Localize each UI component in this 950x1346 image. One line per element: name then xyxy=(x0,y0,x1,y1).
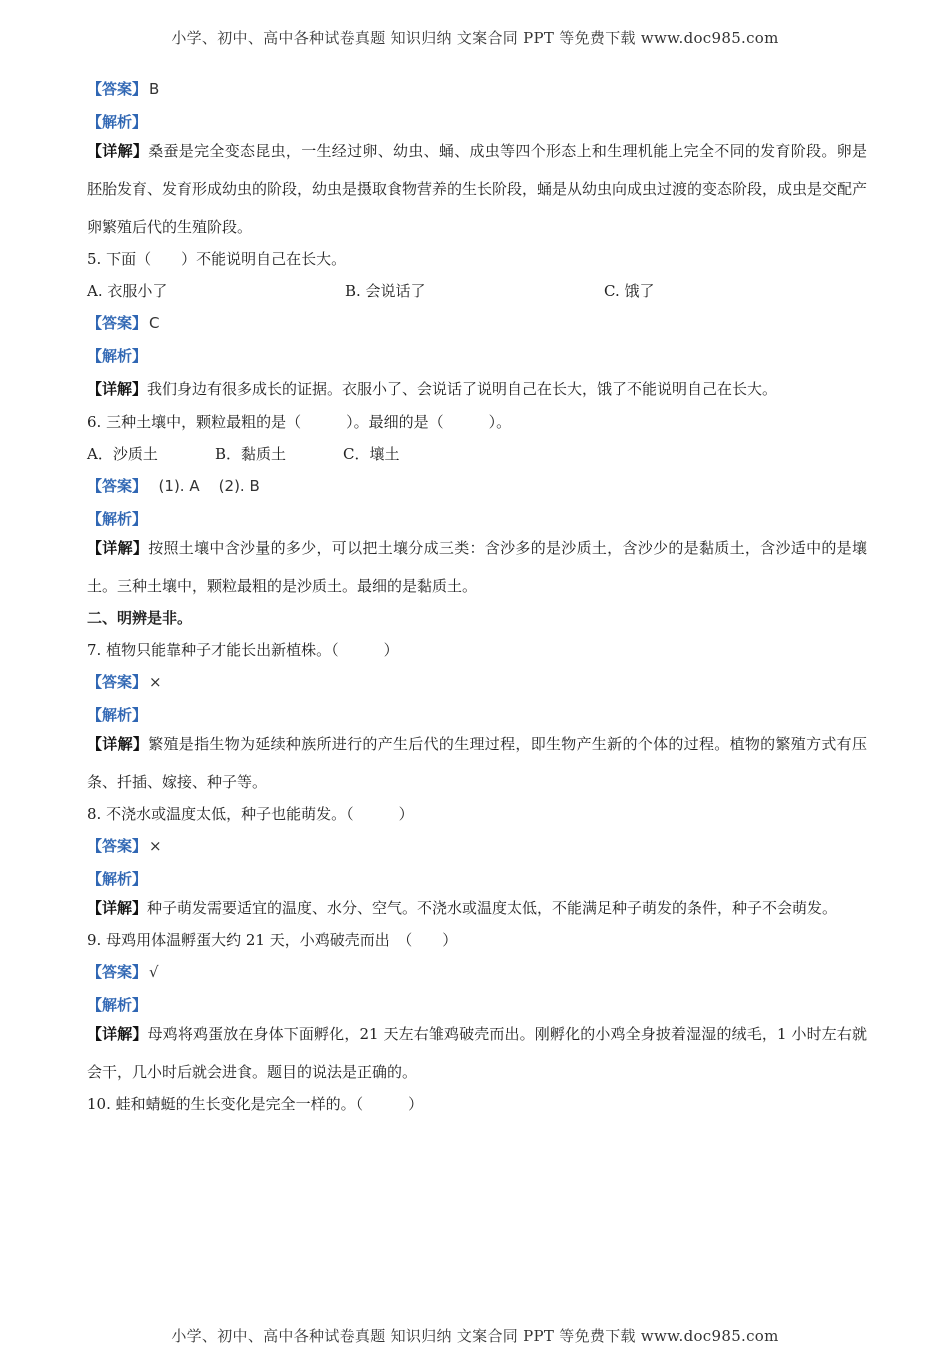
section-title: 二、明辨是非。 xyxy=(87,609,193,627)
analysis-label: 【解析】 xyxy=(87,113,148,131)
detail-label: 【详解】 xyxy=(87,380,148,398)
detail-text: 按照土壤中含沙量的多少，可以把土壤分成三类：含沙多的是沙质土，含沙少的是黏质土，含沙适中的是壤土。三种土壤中，颗粒最粗的是沙质土。最细的是黏质土。 xyxy=(87,539,867,595)
option-a: A．沙质土 xyxy=(87,445,158,463)
analysis-line xyxy=(87,508,867,530)
answer-value: √ xyxy=(149,963,159,981)
analysis-label: 【解析】 xyxy=(87,870,148,888)
option-a: A. 衣服小了 xyxy=(87,282,168,300)
detail-label: 【详解】 xyxy=(87,1025,148,1043)
analysis-line xyxy=(87,704,867,726)
detail-text: 种子萌发需要适宜的温度、水分、空气。不浇水或温度太低，不能满足种子萌发的条件，种子不会萌发。 xyxy=(147,899,838,917)
option-b: B. 会说话了 xyxy=(345,282,426,300)
answer-label: 【答案】 xyxy=(87,673,148,691)
question-9: 9. 母鸡用体温孵蛋大约 21 天，小鸡破壳而出 （ ） xyxy=(87,931,458,949)
option-c: C．壤土 xyxy=(343,445,400,463)
detail-paragraph xyxy=(87,132,867,246)
analysis-label: 【解析】 xyxy=(87,347,148,365)
option-b: B．黏质土 xyxy=(215,445,287,463)
answer-value: B xyxy=(149,80,160,98)
answer-line xyxy=(87,312,867,334)
answer-label: 【答案】 xyxy=(87,477,148,495)
analysis-line xyxy=(87,111,867,133)
analysis-label: 【解析】 xyxy=(87,996,148,1014)
analysis-line xyxy=(87,345,867,367)
detail-paragraph xyxy=(87,378,867,400)
answer-label: 【答案】 xyxy=(87,80,148,98)
answer-line xyxy=(87,835,867,857)
detail-paragraph xyxy=(87,889,867,927)
question-5-options xyxy=(87,280,867,301)
answer-line xyxy=(87,961,867,983)
answer-label: 【答案】 xyxy=(87,963,148,981)
detail-text: 桑蚕是完全变态昆虫，一生经过卵、幼虫、蛹、成虫等四个形态上和生理机能上完全不同的发育阶段。卵是胚胎发育、发育形成幼虫的阶段，幼虫是摄取食物营养的生长阶段，蛹是从幼虫向成虫过渡的变态阶段，成虫是交配产卵繁殖后代的生殖阶段。 xyxy=(87,142,868,236)
question-6: 6. 三种土壤中，颗粒最粗的是（ ）。最细的是（ ）。 xyxy=(87,413,512,431)
document-body xyxy=(87,78,867,1114)
answer-line xyxy=(87,78,867,100)
detail-label: 【详解】 xyxy=(87,899,148,917)
analysis-line xyxy=(87,868,867,890)
analysis-label: 【解析】 xyxy=(87,510,148,528)
analysis-line xyxy=(87,994,867,1016)
answer-line xyxy=(87,671,867,693)
question-6-options xyxy=(87,443,867,464)
question-8: 8. 不浇水或温度太低，种子也能萌发。（ ） xyxy=(87,805,414,823)
detail-paragraph xyxy=(87,725,867,801)
answer-value: × xyxy=(149,673,162,691)
detail-paragraph xyxy=(87,1015,867,1091)
answer-label: 【答案】 xyxy=(87,837,148,855)
answer-value: C xyxy=(149,314,160,332)
detail-paragraph xyxy=(87,529,867,605)
question-7: 7. 植物只能靠种子才能长出新植株。（ ） xyxy=(87,641,399,659)
answer-value: (1). A (2). B xyxy=(149,477,260,495)
detail-label: 【详解】 xyxy=(87,539,149,557)
answer-value: × xyxy=(149,837,162,855)
page-header: 小学、初中、高中各种试卷真题 知识归纳 文案合同 PPT 等免费下载 www.doc985.com xyxy=(171,29,779,47)
answer-line xyxy=(87,475,867,497)
option-c: C. 饿了 xyxy=(604,282,655,300)
detail-label: 【详解】 xyxy=(87,142,149,160)
detail-text: 母鸡将鸡蛋放在身体下面孵化，21 天左右雏鸡破壳而出。刚孵化的小鸡全身披着湿湿的绒毛，1 小时左右就会干，几小时后就会进食。题目的说法是正确的。 xyxy=(87,1025,867,1081)
detail-label: 【详解】 xyxy=(87,735,149,753)
question-5: 5. 下面（ ）不能说明自己在长大。 xyxy=(87,250,347,268)
page-footer: 小学、初中、高中各种试卷真题 知识归纳 文案合同 PPT 等免费下载 www.doc985.com xyxy=(171,1327,779,1345)
question-10: 10. 蛙和蜻蜓的生长变化是完全一样的。（ ） xyxy=(87,1095,424,1113)
analysis-label: 【解析】 xyxy=(87,706,148,724)
detail-text: 繁殖是指生物为延续种族所进行的产生后代的生理过程，即生物产生新的个体的过程。植物的繁殖方式有压条、扦插、嫁接、种子等。 xyxy=(87,735,867,791)
detail-text: 我们身边有很多成长的证据。衣服小了、会说话了说明自己在长大，饿了不能说明自己在长大。 xyxy=(147,380,778,398)
answer-label: 【答案】 xyxy=(87,314,148,332)
